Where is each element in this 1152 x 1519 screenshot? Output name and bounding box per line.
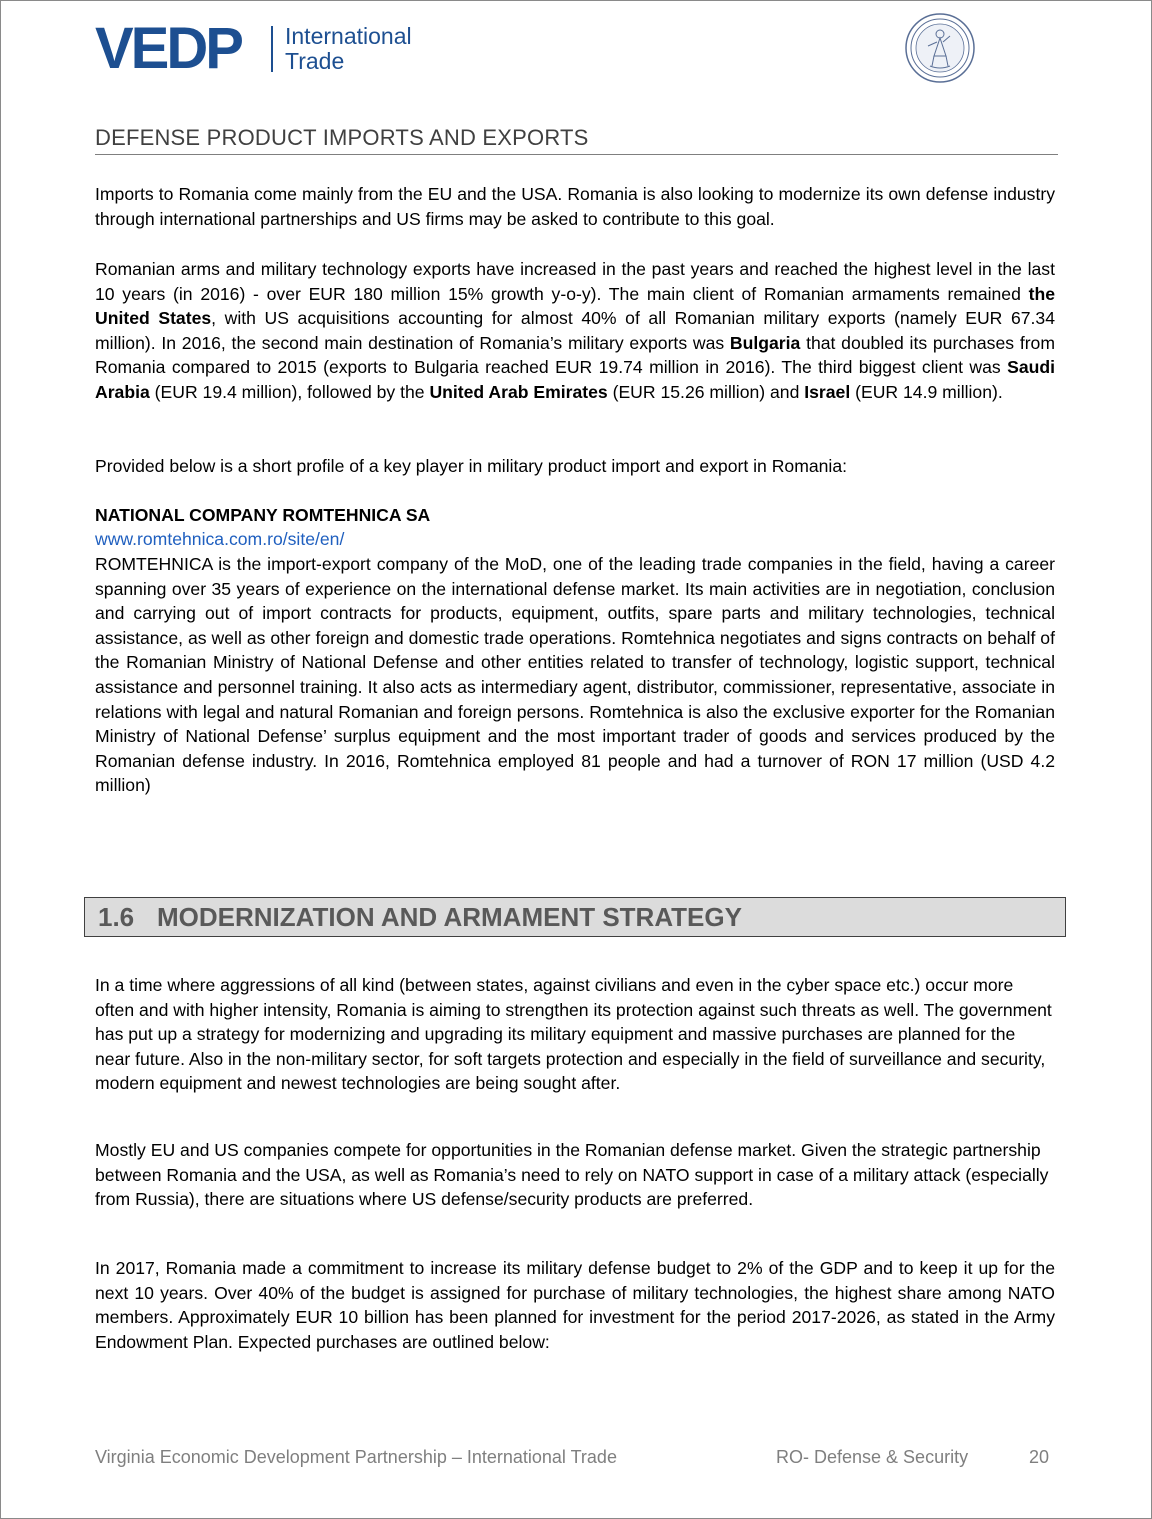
strategy-paragraph-2: Mostly EU and US companies compete for opportunities in the Romanian defense market. Given the strategic partnership between Romania and the USA, as well as Romania’s need to rely on NATO support in case of a military attack (especially from Russia), there are situations where US defense/security products are preferred.	[95, 1140, 1049, 1210]
intro-paragraph: Imports to Romania come mainly from the EU and the USA. Romania is also looking to modernize its own defense industry through international partnerships and US firms may be asked to contribute to this goal.	[95, 184, 1055, 229]
exports-text-4: (EUR 19.4 million), followed by the	[149, 381, 430, 402]
heading-1-6	[84, 897, 1066, 937]
logo-divider	[271, 26, 273, 72]
footer-page-number: 20	[1029, 1447, 1050, 1467]
profile-intro: Provided below is a short profile of a key player in military product import and export in Romania:	[95, 456, 847, 476]
company-description: ROMTEHNICA is the import-export company of the MoD, one of the leading trade companies in the field, having a career spanning over 35 years of experience on the international defense market. Its main activities are in negotiation, conclusion and carrying out of import contracts for products, equipment, outfits, spare parts and military technologies, technical assistance, as well as other foreign and domestic trade operations. Romtehnica negotiates and signs contracts on behalf of the Romanian Ministry of National Defense and other entities related to transfer of technology, logistic support, technical assistance and personnel training. It also acts as intermediary agent, distributor, commissioner, representative, associate in relations with legal and natural Romanian and foreign persons. Romtehnica is also the exclusive exporter for the Romanian Ministry of National Defense’ surplus equipment and the most important trader of goods and services produced by the Romanian defense industry. In 2016, Romtehnica employed 81 people and had a turnover of RON 17 million (USD 4.2 million)	[95, 554, 1055, 796]
heading-number: 1.6	[98, 902, 135, 932]
exports-text-3: that doubled its purchases from Romania compared to 2015 (exports to Bulgaria reached EUR 19.74 million in 2016). The third biggest client was	[95, 332, 1056, 378]
exports-bold-israel: Israel	[804, 381, 851, 402]
section-title: DEFENSE PRODUCT IMPORTS AND EXPORTS	[95, 125, 1058, 155]
footer-document-title: RO- Defense & Security	[776, 1447, 969, 1467]
footer-organization: Virginia Economic Development Partnership – International Trade	[95, 1447, 617, 1467]
heading-text: MODERNIZATION AND ARMAMENT STRATEGY	[157, 902, 742, 932]
company-url-link[interactable]: www.romtehnica.com.ro/site/en/	[95, 529, 345, 549]
exports-text-1: Romanian arms and military technology exports have increased in the past years and reached the highest level in the last 10 years (in 2016) - over EUR 180 million 15% growth y-o-y). The main client of Romanian armaments remained	[95, 259, 1055, 304]
exports-text-5: (EUR 15.26 million) and	[607, 381, 805, 402]
exports-text-2: , with US acquisitions accounting for almost 40% of all Romanian military exports (namely EUR 67.34 million). In 2016, the second main destination of Romania’s military exports was	[95, 308, 1055, 353]
strategy-paragraph-1: In a time where aggressions of all kind (between states, against civilians and even in the cyber space etc.) occur more often and with higher intensity, Romania is aiming to strengthen its protection against such threats as well. The government has put up a strategy for modernizing and upgrading its military equipment and massive purchases are planned for the near future. Also in the non-military sector, for soft targets protection and especially in the field of surveillance and security, modern equipment and newest technologies are being sought after.	[95, 975, 1052, 1094]
exports-text-6: (EUR 14.9 million).	[850, 381, 1003, 402]
virginia-seal-icon	[904, 12, 976, 84]
exports-paragraph	[95, 257, 1055, 405]
exports-bold-saudi: Saudi Arabia	[95, 357, 1055, 402]
logo-main: VEDP	[95, 16, 241, 81]
logo-sub-line2: Trade	[285, 48, 345, 74]
exports-bold-usa: the United States	[95, 283, 1055, 329]
exports-bold-bulgaria: Bulgaria	[729, 332, 801, 353]
company-name: NATIONAL COMPANY ROMTEHNICA SA	[95, 505, 431, 525]
exports-bold-uae: United Arab Emirates	[429, 381, 608, 402]
logo-subtitle	[285, 24, 412, 74]
logo-sub-line1: International	[285, 23, 412, 49]
strategy-paragraph-3: In 2017, Romania made a commitment to increase its military defense budget to 2% of the GDP and to keep it up for the next 10 years. Over 40% of the budget is assigned for purchase of military technologies, the highest share among NATO members. Approximately EUR 10 billion has been planned for investment for the period 2017-2026, as stated in the Army Endowment Plan. Expected purchases are outlined below:	[95, 1258, 1055, 1352]
